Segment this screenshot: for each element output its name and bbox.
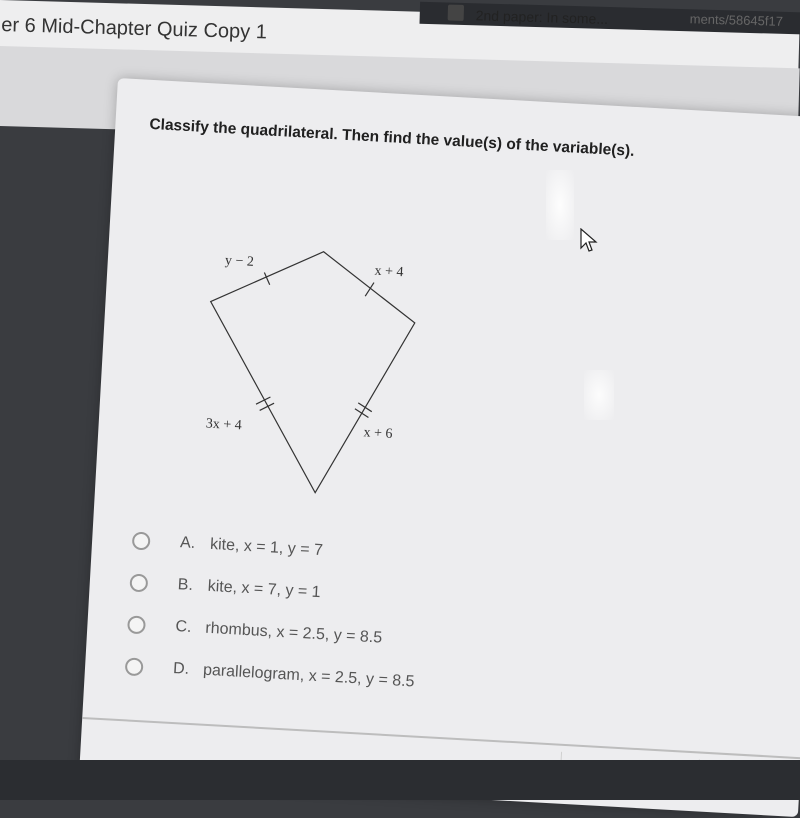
document-icon xyxy=(448,5,464,21)
quadrilateral-shape xyxy=(200,246,418,498)
screen-glare xyxy=(584,370,614,420)
mouse-cursor-icon xyxy=(580,228,598,254)
tick-mark xyxy=(358,403,372,412)
radio-button[interactable] xyxy=(129,573,148,592)
answer-letter: C. xyxy=(174,618,192,636)
answer-letter: A. xyxy=(179,534,196,553)
kite-figure xyxy=(190,231,464,505)
taskbar-edge xyxy=(0,760,800,800)
side-label-bottom-left: 3x + 4 xyxy=(205,416,243,434)
answer-text: kite, x = 7, y = 1 xyxy=(207,577,322,602)
tick-mark xyxy=(264,272,271,284)
url-fragment: ments/58645f17 xyxy=(689,11,784,29)
question-prompt: Classify the quadrilateral. Then find the value(s) of the variable(s). xyxy=(148,115,635,160)
browser-tab-title[interactable]: 2nd paper: In some... xyxy=(475,7,609,27)
answer-letter: B. xyxy=(177,576,194,594)
side-label-top-left: y − 2 xyxy=(224,253,255,270)
answer-text: rhombus, x = 2.5, y = 8.5 xyxy=(204,619,383,647)
answer-letter: D. xyxy=(172,660,190,678)
footer-divider xyxy=(82,717,800,759)
answer-list xyxy=(124,520,423,704)
answer-text: kite, x = 1, y = 7 xyxy=(209,535,324,560)
screen-glare xyxy=(546,170,574,240)
side-label-top-right: x + 4 xyxy=(374,263,404,281)
tick-mark xyxy=(354,409,368,418)
question-card xyxy=(79,78,800,817)
side-label-bottom-right: x + 6 xyxy=(363,425,393,442)
page-title: er 6 Mid-Chapter Quiz Copy 1 xyxy=(0,14,268,44)
radio-button[interactable] xyxy=(132,532,151,551)
radio-button[interactable] xyxy=(125,657,144,676)
answer-text: parallelogram, x = 2.5, y = 8.5 xyxy=(202,661,415,691)
radio-button[interactable] xyxy=(127,615,146,634)
